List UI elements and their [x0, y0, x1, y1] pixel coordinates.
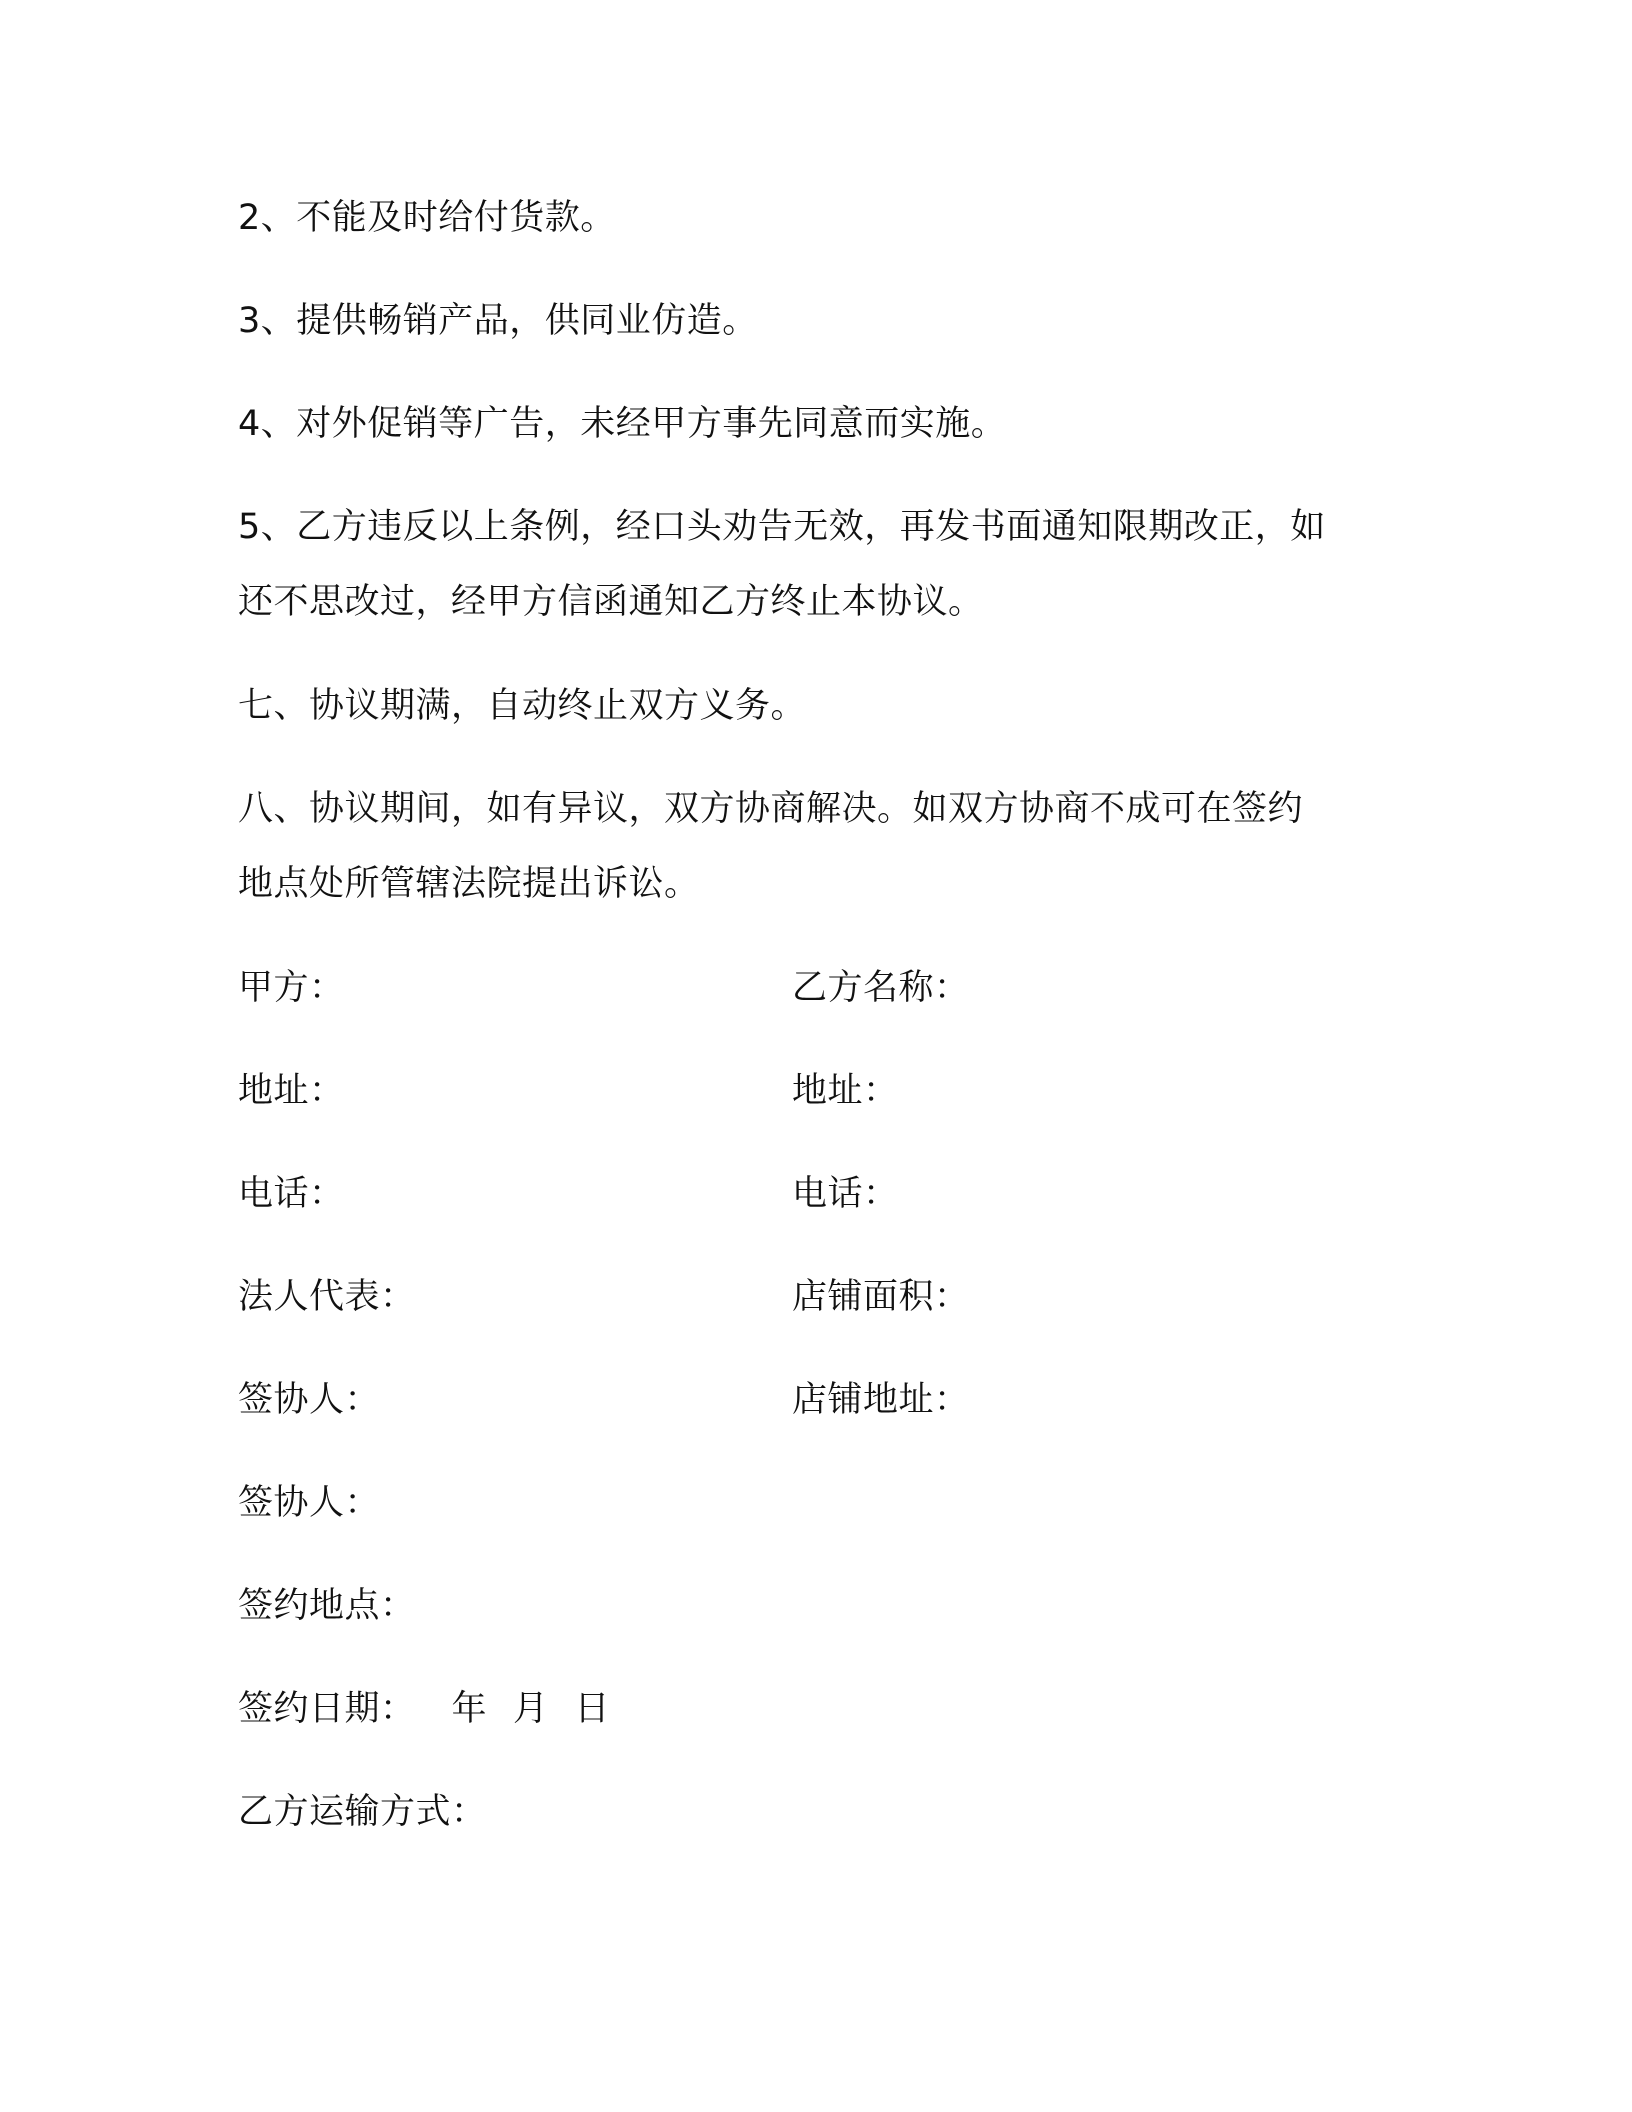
clause-4: 4、对外促销等广告，未经甲方事先同意而实施。: [238, 404, 1007, 444]
clause-5-line-2: 还不思改过，经甲方信函通知乙方终止本协议。: [238, 582, 984, 622]
article-eight-line-1: 八、协议期间，如有异议，双方协商解决。如双方协商不成可在签约: [238, 789, 1304, 829]
signer-label-1: 签协人：: [238, 1380, 381, 1420]
store-area-label: 店铺面积：: [792, 1277, 970, 1317]
clause-5-line-1: 5、乙方违反以上条例，经口头劝告无效，再发书面通知限期改正，如: [238, 507, 1326, 547]
date-month: 月: [513, 1689, 549, 1729]
party-a-phone-label: 电话：: [238, 1174, 345, 1214]
signing-place-label: 签约地点：: [238, 1586, 416, 1626]
clause-2: 2、不能及时给付货款。: [238, 198, 616, 238]
article-eight-line-2: 地点处所管辖法院提出诉讼。: [238, 864, 700, 904]
party-b-name-label: 乙方名称：: [792, 968, 970, 1008]
store-address-label: 店铺地址：: [792, 1380, 970, 1420]
date-year: 年: [451, 1689, 488, 1729]
signing-date-line: [238, 1687, 610, 1731]
party-a-address-label: 地址：: [238, 1071, 345, 1111]
date-day: 日: [574, 1689, 611, 1729]
article-seven: 七、协议期满，自动终止双方义务。: [238, 686, 807, 726]
clause-3: 3、提供畅销产品，供同业仿造。: [238, 301, 758, 341]
party-b-phone-label: 电话：: [792, 1174, 899, 1214]
signer-label-2: 签协人：: [238, 1483, 381, 1523]
legal-representative-label: 法人代表：: [238, 1277, 416, 1317]
signing-date-label: 签约日期：: [238, 1689, 416, 1729]
party-b-address-label: 地址：: [792, 1071, 899, 1111]
transport-method-label: 乙方运输方式：: [238, 1792, 487, 1832]
party-a-label: 甲方：: [238, 968, 345, 1008]
